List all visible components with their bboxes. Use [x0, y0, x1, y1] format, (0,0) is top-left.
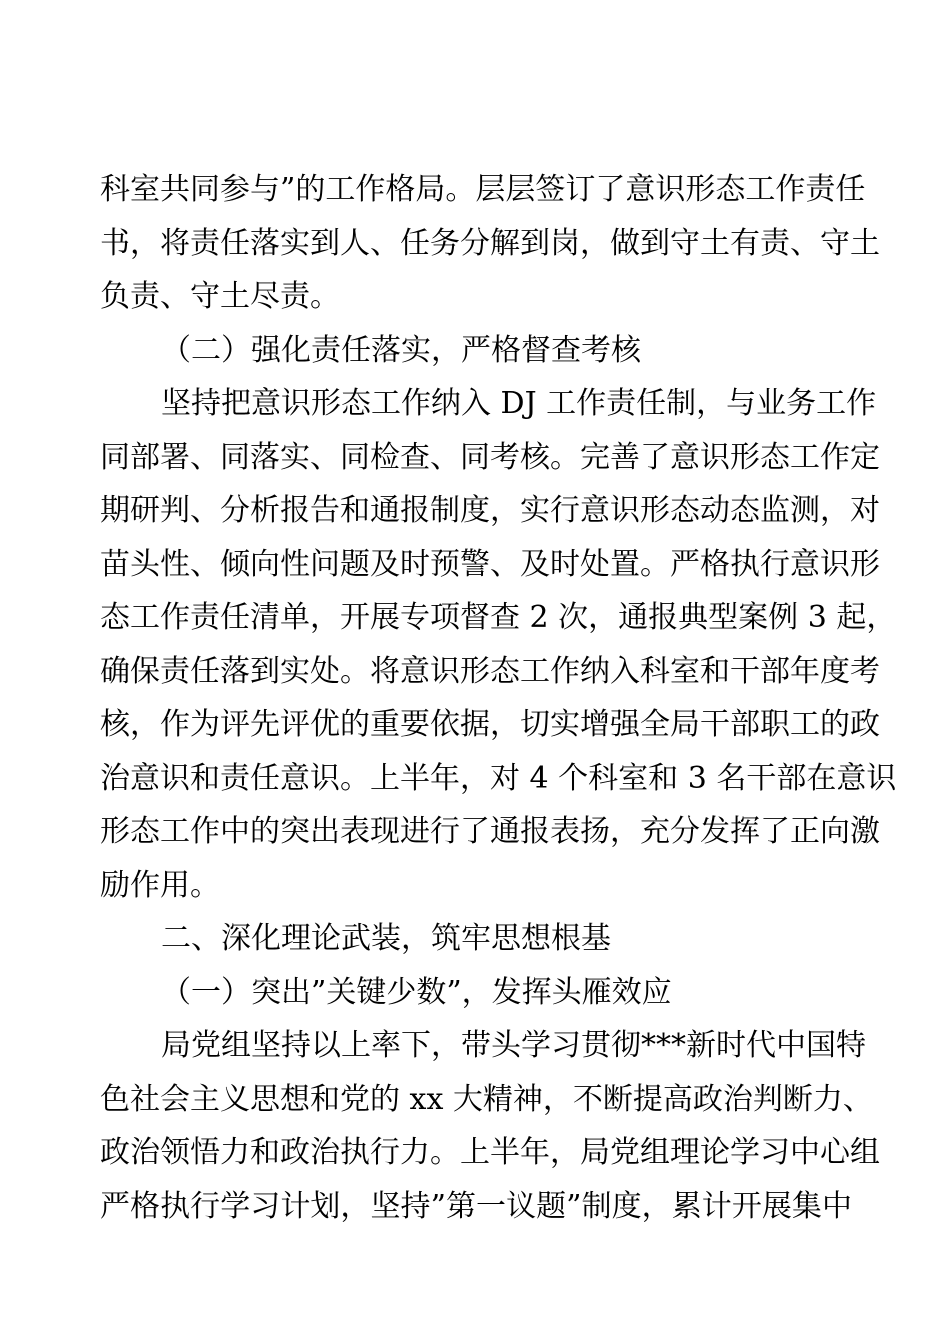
text-line: 色社会主义思想和党的 xx 大精神，不断提高政治判断力、	[100, 1081, 873, 1117]
text-line: 同部署、同落实、同检查、同考核。完善了意识形态工作定	[100, 439, 880, 475]
document-body	[100, 163, 897, 1233]
text-line: 形态工作中的突出表现进行了通报表扬，充分发挥了正向激	[100, 814, 880, 849]
section-subheading: （二）强化责任落实，严格督查考核	[161, 332, 641, 368]
text-line: 治意识和责任意识。上半年，对 4 个科室和 3 名干部在意识	[100, 760, 897, 796]
section-heading: 二、深化理论武装，筑牢思想根基	[161, 921, 611, 956]
text-line: 政治领悟力和政治执行力。上半年，局党组理论学习中心组	[100, 1135, 880, 1170]
text-line: 态工作责任清单，开展专项督查 2 次，通报典型案例 3 起，	[100, 600, 897, 635]
text-line: 励作用。	[100, 867, 220, 903]
section-subheading: （一）突出”关键少数”，发挥头雁效应	[161, 974, 672, 1010]
text-line: 严格执行学习计划，坚持”第一议题”制度，累计开展集中	[100, 1188, 852, 1224]
text-line: 书，将责任落实到人、任务分解到岗，做到守土有责、守土	[100, 225, 880, 261]
text-line: 期研判、分析报告和通报制度，实行意识形态动态监测，对	[100, 493, 880, 528]
text-line: 苗头性、倾向性问题及时预警、及时处置。严格执行意识形	[100, 546, 880, 582]
paragraph-first-line: 局党组坚持以上率下，带头学习贯彻***新时代中国特	[161, 1028, 866, 1063]
text-line: 负责、守土尽责。	[100, 279, 340, 314]
paragraph-first-line: 坚持把意识形态工作纳入 DJ 工作责任制，与业务工作	[161, 386, 877, 421]
text-line: 核，作为评先评优的重要依据，切实增强全局干部职工的政	[100, 707, 880, 742]
text-line: 科室共同参与”的工作格局。层层签订了意识形态工作责任	[100, 172, 866, 207]
text-line: 确保责任落到实处。将意识形态工作纳入科室和干部年度考	[100, 653, 880, 689]
